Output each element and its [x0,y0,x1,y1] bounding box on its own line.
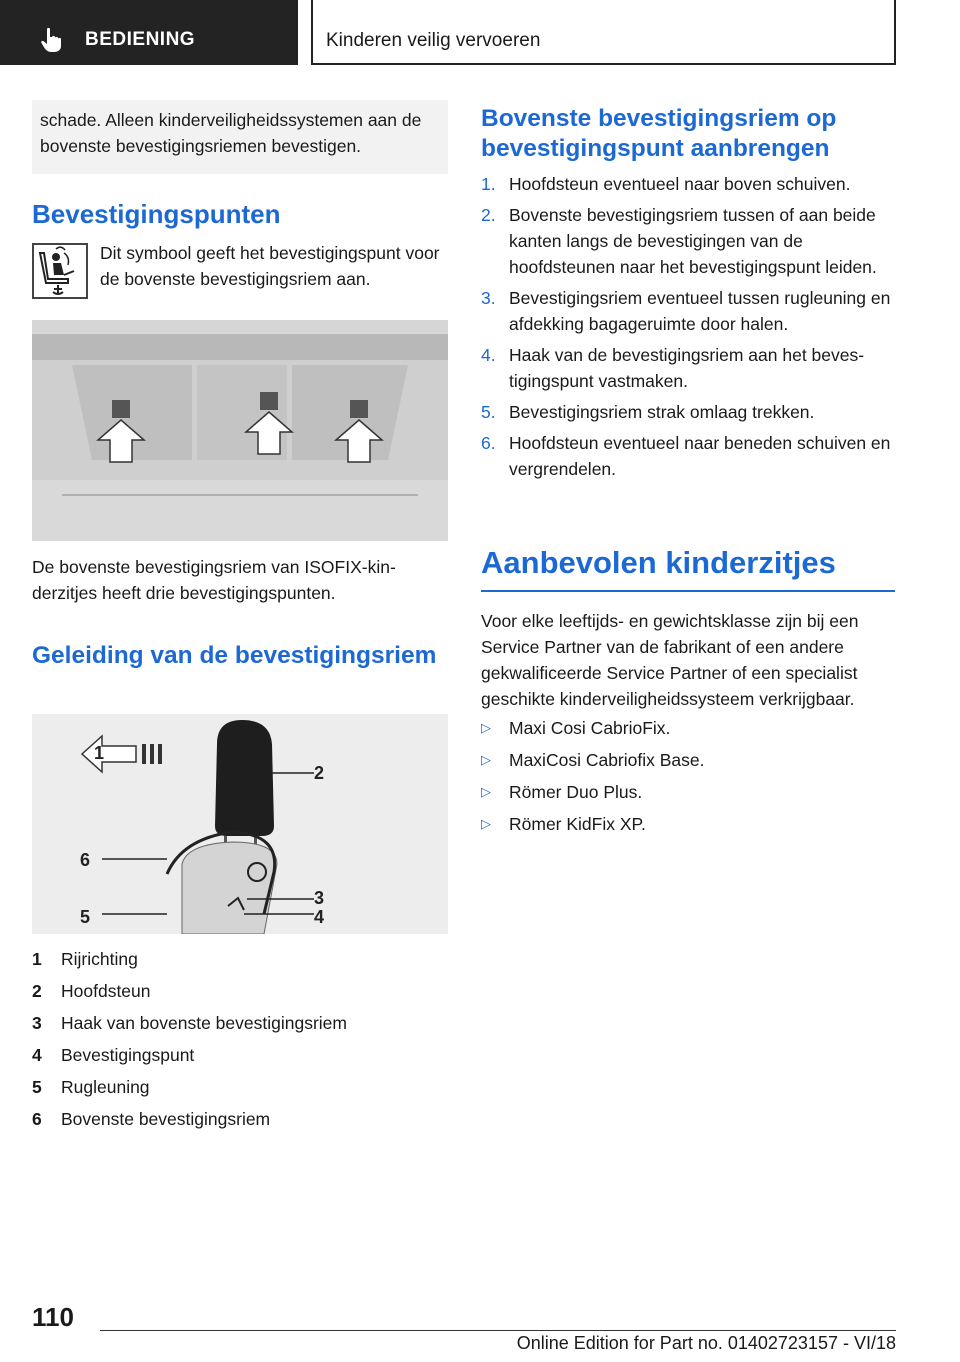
page-number: 110 [32,1302,74,1332]
step-item: 1. Hoofdsteun eventueel naar boven schuiven. [481,174,851,194]
chapter-tab [311,0,896,65]
heading-geleiding: Geleiding van de bevestigingsriem [32,642,437,669]
list-item: ▷ Maxi Cosi CabrioFix. [481,714,901,746]
step-item: 2. Bovenste bevestigingsriem tussen of aan beide kanten langs de bevestigingen van de hoofdsteunen naar het bevestigingspunt leiden. [481,205,877,277]
triangle-bullet-icon: ▷ [481,816,491,831]
list-item: ▷ Römer KidFix XP. [481,810,901,842]
legend-item: 6 Bovenste bevestigingsriem [32,1109,271,1129]
section-tab [0,0,298,65]
trunk-anchor-photo [32,320,448,541]
step-item: 6. Hoofdsteun eventueel naar beneden schuiven en vergrendelen. [481,433,891,479]
recommendation-intro: Voor elke leeftijds- en gewichtsklasse zijn bij een Service Partner van de fabrikant of een andere gekwalificeerde Service Partner of een specialist geschikte kinderveiligheidssysteem verkrijgbaar. [481,611,859,709]
footer-divider [100,1330,896,1331]
figure-label-2: 2 [314,763,325,783]
photo-caption: De bovenste bevestigingsriem van ISOFIX-kinderzitjes heeft drie bevestigingspunten. [32,557,396,603]
recommended-seats-list [481,714,901,842]
figure-label-6: 6 [80,850,91,870]
step-item: 4. Haak van de bevestigingsriem aan het bevestigingspunt vastmaken. [481,345,865,391]
instruction-steps [481,171,901,487]
triangle-bullet-icon: ▷ [481,720,491,735]
legend-item: 4 Bevestigingspunt [32,1045,195,1065]
figure-label-3: 3 [314,888,325,908]
triangle-bullet-icon: ▷ [481,784,491,799]
legend-item: 2 Hoofdsteun [32,981,151,1001]
list-item: ▷ MaxiCosi Cabriofix Base. [481,746,901,778]
headrest-strap-diagram [32,714,448,934]
symbol-description: Dit symbool geeft het bevestigingspunt voor de bovenste bevestigingsriem aan. [100,243,440,289]
triangle-bullet-icon: ▷ [481,752,491,767]
figure-label-5: 5 [80,907,91,927]
section-title: BEDIENING [85,29,196,50]
figure-label-4: 4 [314,907,325,927]
hand-pointer-icon [38,26,66,54]
intro-box: schade. Alleen kinderveiligheidssystemen aan de bovenste bevestigingsriemen bevestigen. [32,100,448,174]
heading-bovenste-bevestigingsriem: Bovenste bevestigingsriem op bevestigingspunt aanbrengen [481,105,837,162]
child-seat-anchor-icon [32,243,88,299]
heading-aanbevolen-kinderzitjes: Aanbevolen kinderzitjes [481,545,895,592]
legend-item: 1 Rijrichting [32,949,138,969]
edition-text: Online Edition for Part no. 01402723157 - VI/18 [516,1333,896,1353]
figure-label-1: 1 [94,743,105,763]
figure-legend [32,945,448,1137]
list-item: ▷ Römer Duo Plus. [481,778,901,810]
heading-bevestigingspunten: Bevestigingspunten [32,199,281,229]
chapter-title: Kinderen veilig vervoeren [326,30,541,51]
step-item: 3. Bevestigingsriem eventueel tussen rugleuning en afdekking bagageruimte door halen. [481,288,891,334]
legend-item: 3 Haak van bovenste bevestigingsriem [32,1013,347,1033]
legend-item: 5 Rugleuning [32,1077,150,1097]
step-item: 5. Bevestigingsriem strak omlaag trekken. [481,402,815,422]
